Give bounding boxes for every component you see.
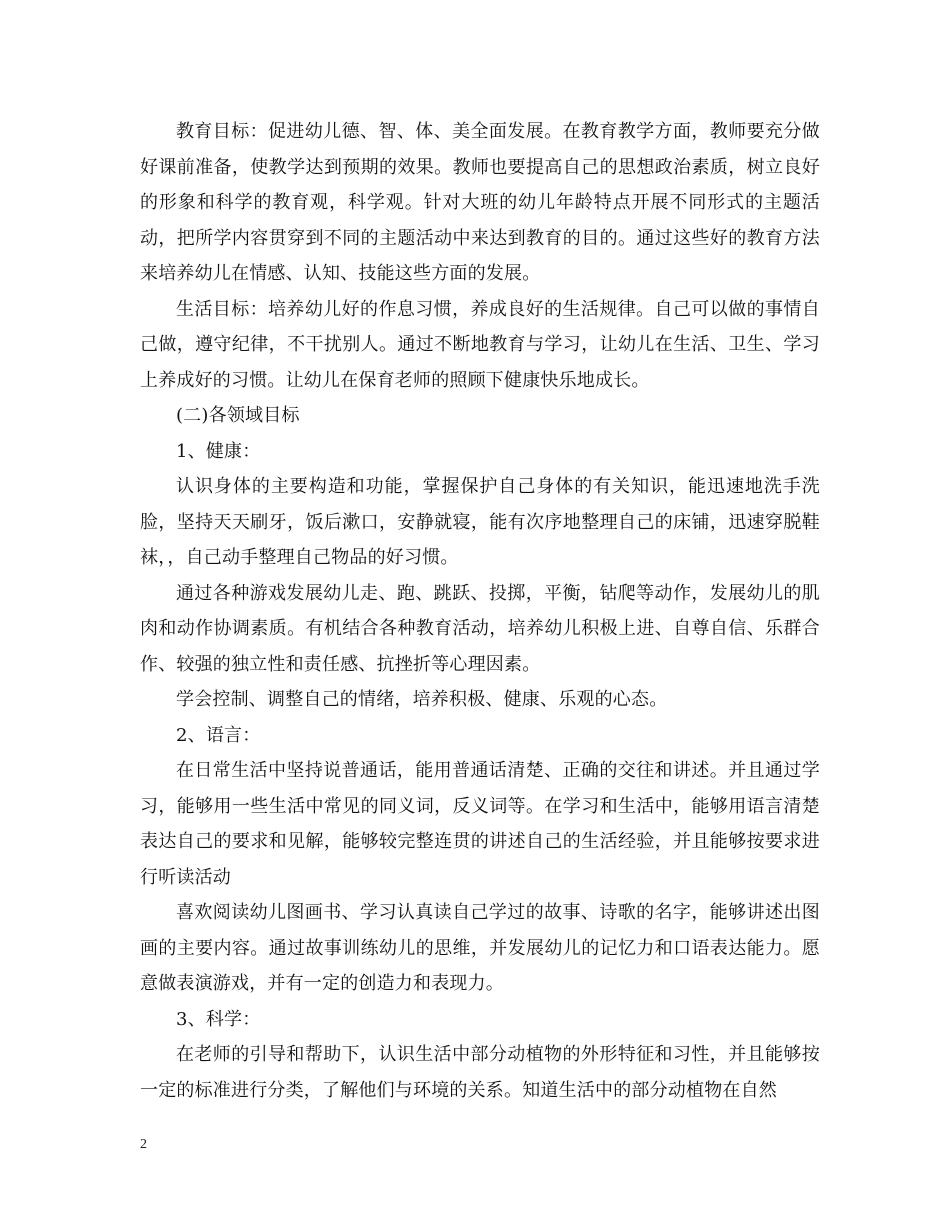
paragraph-language-speaking: 在日常生活中坚持说普通话，能用普通话清楚、正确的交往和讲述。并且通过学习，能够用一些生活中常见的同义词，反义词等。在学习和生活中，能够用语言清楚表达自己的要求和见解，能够较完整连贯的讲述自己的生活经验，并且能够按要求进行听读活动 bbox=[140, 760, 820, 888]
paragraph-language-reading: 喜欢阅读幼儿图画书、学习认真读自己学过的故事、诗歌的名字，能够讲述出图画的主要内容。通过故事训练幼儿的思维，并发展幼儿的记忆力和口语表达能力。愿意做表演游戏，并有一定的创造力和表现力。 bbox=[140, 902, 820, 994]
subheading-health: 1、健康： bbox=[176, 440, 261, 462]
page-number: 2 bbox=[140, 1137, 147, 1152]
paragraph-science-nature: 在老师的引导和帮助下，认识生活中部分动植物的外形特征和习性，并且能够按一定的标准进行分类，了解他们与环境的关系。知道生活中的部分动植物在自然 bbox=[140, 1044, 820, 1101]
document-body bbox=[140, 114, 820, 1108]
section-heading-domain-goals: (二)各领域目标 bbox=[176, 405, 300, 426]
paragraph-health-body: 认识身体的主要构造和功能，掌握保护自己身体的有关知识，能迅速地洗手洗脸，坚持天天刷牙，饭后漱口，安静就寝，能有次序地整理自己的床铺，迅速穿脱鞋袜，，自己动手整理自己物品的好习惯。 bbox=[140, 476, 820, 568]
paragraph-health-movement: 通过各种游戏发展幼儿走、跑、跳跃、投掷，平衡，钻爬等动作，发展幼儿的肌肉和动作协调素质。有机结合各种教育活动，培养幼儿积极上进、自尊自信、乐群合作、较强的独立性和责任感、抗挫折等心理因素。 bbox=[140, 582, 820, 675]
subheading-science: 3、科学： bbox=[176, 1008, 261, 1030]
paragraph-life-goal: 生活目标：培养幼儿好的作息习惯，养成良好的生活规律。自己可以做的事情自己做，遵守纪律，不干扰别人。通过不断地教育与学习，让幼儿在生活、卫生、学习上养成好的习惯。让幼儿在保育老师的照顾下健康快乐地成长。 bbox=[140, 298, 820, 391]
subheading-language: 2、语言： bbox=[176, 724, 261, 746]
paragraph-education-goal: 教育目标：促进幼儿德、智、体、美全面发展。在教育教学方面，教师要充分做好课前准备，使教学达到预期的效果。教师也要提高自己的思想政治素质，树立良好的形象和科学的教育观，科学观。针对大班的幼儿年龄特点开展不同形式的主题活动，把所学内容贯穿到不同的主题活动中来达到教育的目的。通过这些好的教育方法来培养幼儿在情感、认知、技能这些方面的发展。 bbox=[140, 121, 820, 284]
paragraph-health-emotion: 学会控制、调整自己的情绪，培养积极、健康、乐观的心态。 bbox=[176, 689, 668, 710]
